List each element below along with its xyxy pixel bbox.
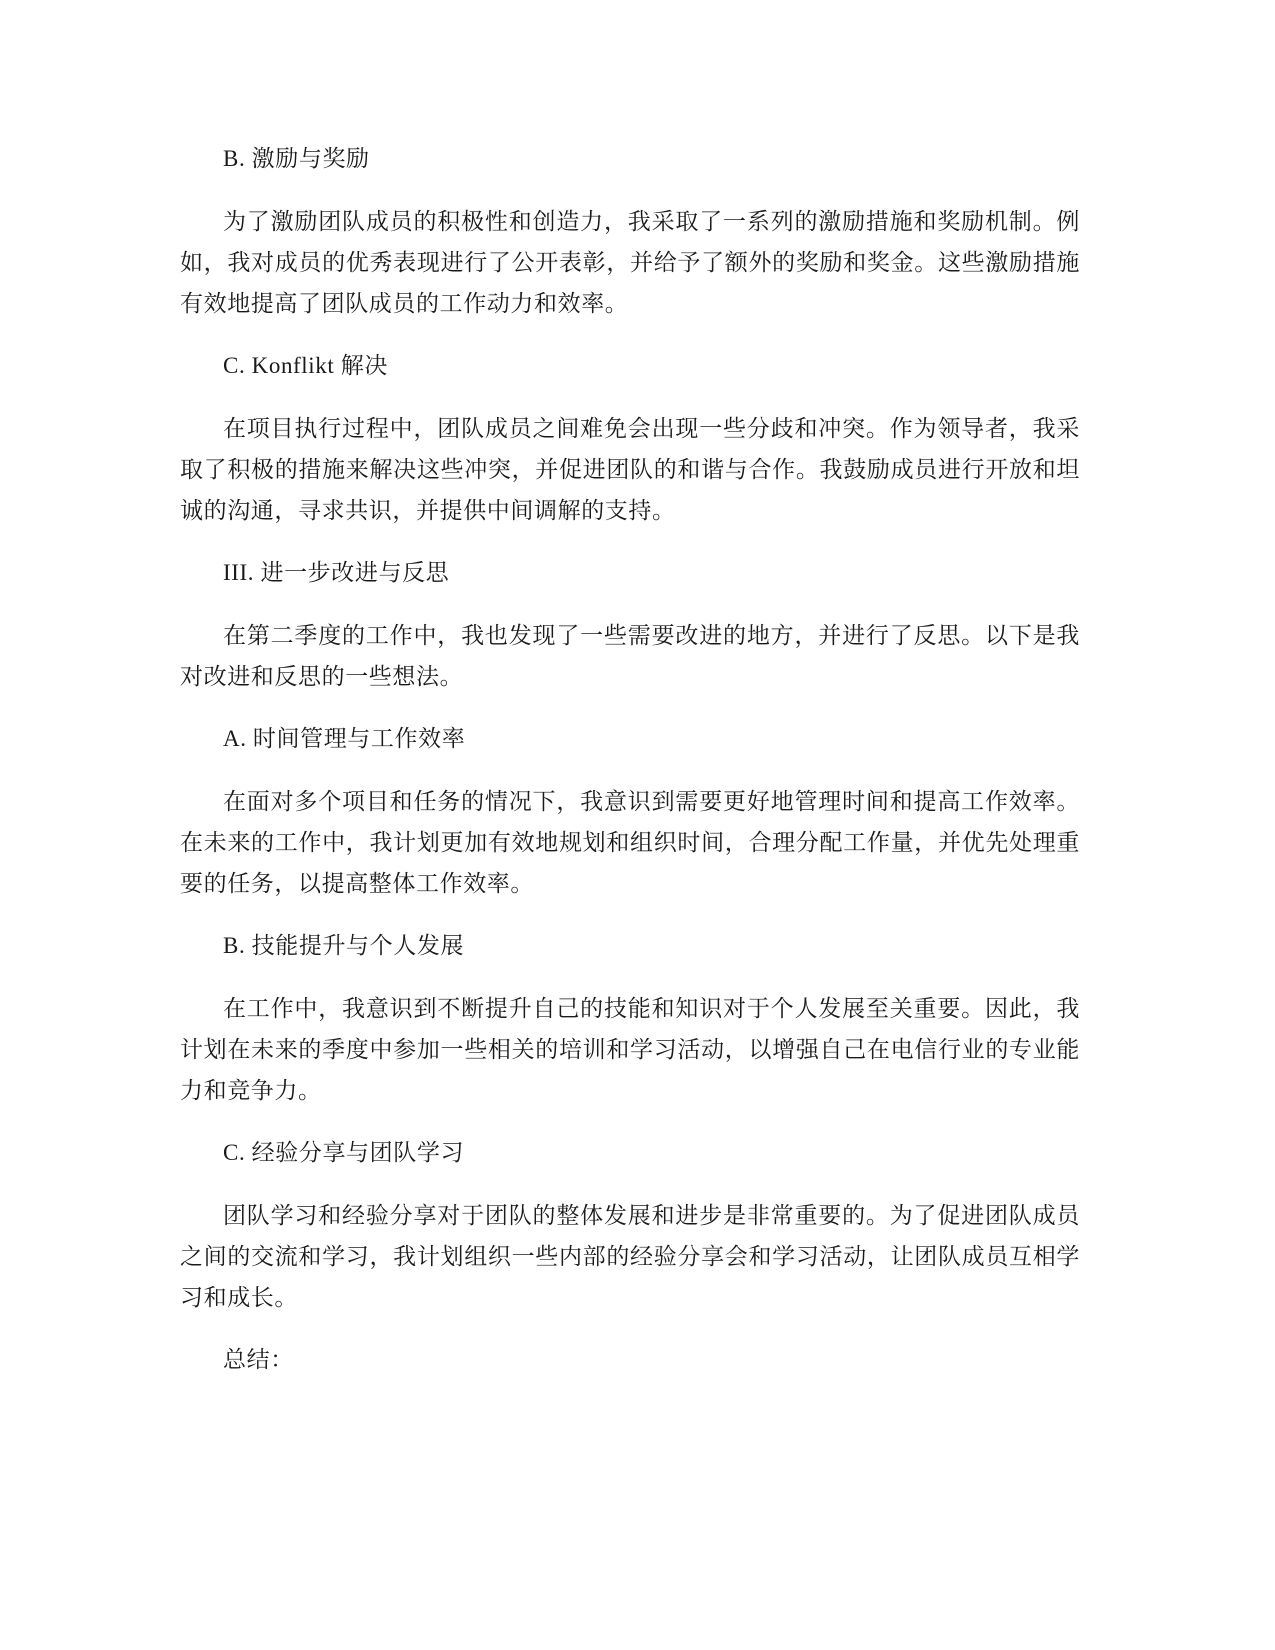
section-heading-c-sharing: C. 经验分享与团队学习	[223, 1140, 465, 1165]
section-heading-summary: 总结：	[223, 1347, 294, 1372]
section-heading-a-time: A. 时间管理与工作效率	[223, 726, 466, 751]
paragraph-time: 在面对多个项目和任务的情况下，我意识到需要更好地管理时间和提高工作效率。在未来的工作中，我计划更加有效地规划和组织时间，合理分配工作量，并优先处理重要的任务，以提高整体工作效率。	[180, 789, 1080, 896]
document-page	[180, 138, 1080, 1402]
paragraph-improvement-intro: 在第二季度的工作中，我也发现了一些需要改进的地方，并进行了反思。以下是我对改进和反思的一些想法。	[180, 623, 1080, 689]
section-heading-b-incentives: B. 激励与奖励	[223, 146, 370, 171]
paragraph-conflict: 在项目执行过程中，团队成员之间难免会出现一些分歧和冲突。作为领导者，我采取了积极的措施来解决这些冲突，并促进团队的和谐与合作。我鼓励成员进行开放和坦诚的沟通，寻求共识，并提供中间调解的支持。	[180, 416, 1080, 523]
paragraph-incentives: 为了激励团队成员的积极性和创造力，我采取了一系列的激励措施和奖励机制。例如，我对成员的优秀表现进行了公开表彰，并给予了额外的奖励和奖金。这些激励措施有效地提高了团队成员的工作动力和效率。	[180, 209, 1080, 316]
section-heading-iii-improvement: III. 进一步改进与反思	[223, 560, 450, 585]
section-heading-c-conflict: C. Konflikt 解决	[223, 353, 388, 378]
paragraph-skills: 在工作中，我意识到不断提升自己的技能和知识对于个人发展至关重要。因此，我计划在未来的季度中参加一些相关的培训和学习活动，以增强自己在电信行业的专业能力和竞争力。	[180, 996, 1080, 1103]
paragraph-sharing: 团队学习和经验分享对于团队的整体发展和进步是非常重要的。为了促进团队成员之间的交流和学习，我计划组织一些内部的经验分享会和学习活动，让团队成员互相学习和成长。	[180, 1203, 1080, 1310]
section-heading-b-skills: B. 技能提升与个人发展	[223, 933, 465, 958]
